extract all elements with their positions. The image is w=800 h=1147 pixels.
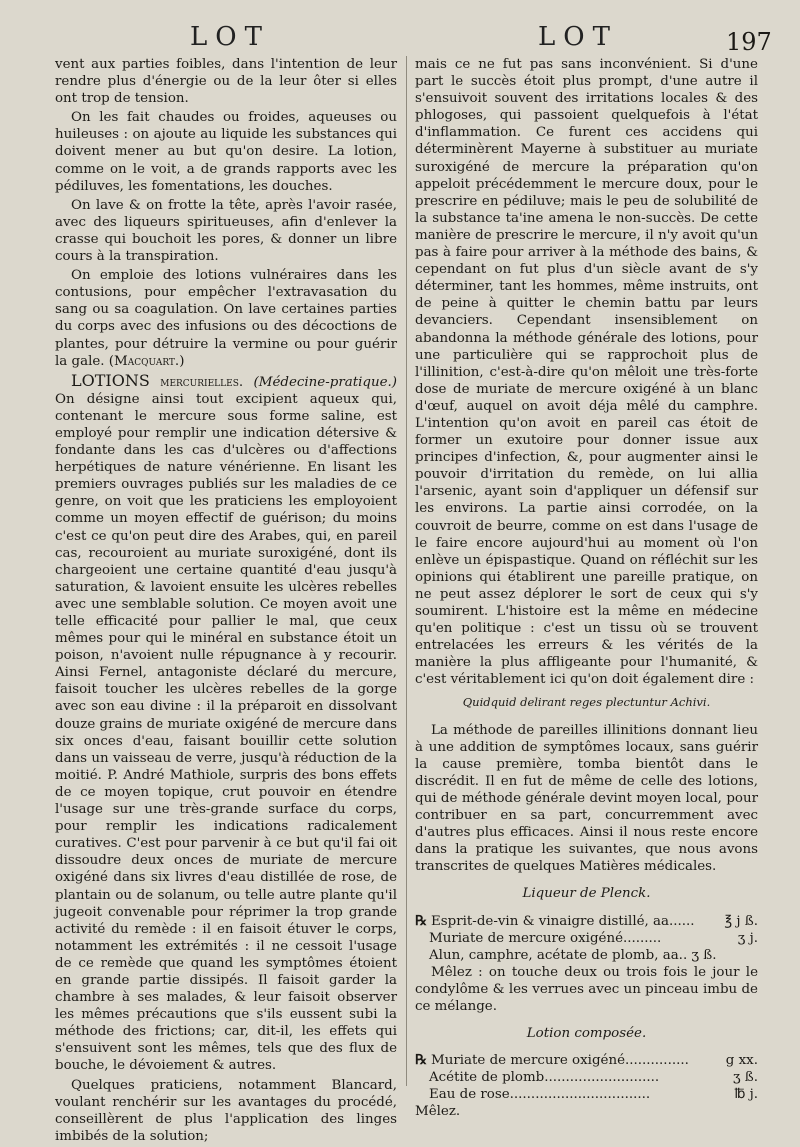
paragraph: On les fait chaudes ou froides, aqueuses ou huileuses : on ajoute au liquide les substances qui doivent mener au but qu'on desire. La lotion, comme on le voit, a de grands rapports avec les pédiluves, les fomentations, les douches. (55, 110, 397, 194)
recipe-end: Mêlez. (415, 1104, 461, 1120)
entry-paragraph (55, 372, 397, 1075)
paragraph-text: On emploie des lotions vulnéraires dans les contusions, pour empêcher l'extravasation du sang ou sa coagulation. On lave certaines parties du corps avec des infusions ou des décoctions de plantes, pour détruire la vermine ou pour guérir la gale. ( (55, 268, 397, 369)
recipe-title: Lotion composée. (526, 1026, 647, 1042)
recipe-line: Eau de rose................................. ℔ j. (429, 1087, 758, 1103)
right-column (415, 56, 758, 1123)
recipe-note: Mêlez : on touche deux ou trois fois le jour le condylôme & les verrues avec un pinceau imbu de ce mélange. (415, 964, 758, 1014)
recipe-line: Muriate de mercure oxigéné......... ʒ j. (429, 930, 758, 946)
running-head-right: LOT (538, 22, 618, 52)
paragraph (55, 267, 397, 370)
entry-title: LOTIONS (71, 370, 150, 390)
column-divider (406, 56, 407, 1086)
entry-subtitle: mercurielles. (160, 374, 244, 390)
recipe-line: Acétite de plomb........................... ʒ ß. (429, 1070, 758, 1086)
left-column (55, 56, 397, 1147)
recipe-list (415, 913, 758, 964)
latin-quote: Quidquid delirant reges plectuntur Achivi. (462, 695, 711, 710)
paragraph: mais ce ne fut pas sans inconvénient. Si d'une part le succès étoit plus prompt, d'une autre il s'ensuivoit souvent des irritations locales & des phlogoses, qui passoient quelquefois à l'état d'inflammation. Ce furent ces accidens qui déterminèrent Mayerne à substituer au muriate suroxigéné de mercure la préparation qu'on appeloit précédemment le mercure doux, pour le prescrire en pédiluve; mais le peu de solubilité de la substance ta'ine amena le non-succès. De cette manière de prescrire le mercure, il n'y avoit qu'un pas à faire pour arriver à la méthode des bains, & cependant on fut plus d'un siècle avant de s'y déterminer, tant les hommes, même instruits, ont de peine à quitter le chemin battu par leurs devanciers. Cependant insensiblement on abandonna la méthode générale des lotions, pour une particulière qui se rapprochoit plus de l'illinition, c'est-à-dire qu'on mêloit une très-forte dose de muriate de mercure oxigéné à un blanc d'œuf, auquel on avoit déja mêlé du camphre. L'intention qu'on avoit en pareil cas étoit de former un exutoire pour donner issue aux principes d'infection, &, pour augmenter ainsi le pouvoir d'irritation du remède, on lui allia l'arsenic, ayant soin d'appliquer un défensif sur les environs. La partie ainsi corrodée, on la couvroit de beurre, comme on est dans l'usage de le faire encore aujourd'hui au moment où l'on enlève un épispastique. Quand on réfléchit sur les opinions qui établirent une pareille pratique, on ne peut assez déplorer le sort de ceux qui s'y soumirent. L'histoire est la même en médecine qu'en politique : c'est un tissu où se trouvent entrelacées les erreurs & les vérités de la manière la plus affligeante pour l'humanité, & c'est véritablement ici qu'on doit également dire : (415, 57, 758, 688)
recipe-icon: ℞ (415, 1052, 428, 1069)
paren: ) (179, 353, 185, 369)
author-name: Macquart. (114, 353, 180, 369)
entry-field: (Médecine-pratique.) (253, 374, 397, 390)
paragraph: vent aux parties foibles, dans l'intention de leur rendre plus d'énergie ou de la leur ôter si elles ont trop de tension. (55, 57, 397, 107)
entry-text: On désigne ainsi tout excipient aqueux qui, contenant le mercure sous forme saline, est employé pour remplir une indication détersive & fondante dans les cas d'ulcères ou d'affections herpétiques de nature vénérienne. En lisant les premiers ouvrages publiés sur les maladies de ce genre, on voit que les praticiens les employoient comme un moyen effectif de guérison; du moins c'est ce qu'on peut dire des Arabes, qui, en pareil cas, recouroient au muriate suroxigéné, dont ils chargeoient une certaine quantité d'eau jusqu'à saturation, & lavoient ensuite les ulcères rebelles avec une semblable solution. Ce moyen avoit une telle efficacité pour pallier le mal, que ceux mêmes pour qui le minéral en substance étoit un poison, n'avoient nulle répugnance à y recourir. Ainsi Fernel, antagoniste déclaré du mercure, faisoit toucher les ulcères rebelles de la gorge avec son eau divine : il la préparoit en dissolvant douze grains de muriate oxigéné de mercure dans six onces d'eau, faisant bouillir cette solution dans un vaisseau de verre, jusqu'à réduction de la moitié. P. André Mathiole, surpris des bons effets de ce moyen topique, crut pouvoir en étendre l'usage sur une très-grande surface du corps, pour remplir les indications radicalement curatives. C'est pour parvenir à ce but qu'il fai oit dissoudre deux onces de muriate de mercure oxigéné dans six livres d'eau distillée de rose, de plantain ou de solanum, ou telle autre plante qu'il jugeoit convenable pour réprimer la trop grande activité du remède : il en faisoit étuver le corps, notamment les extrémités : il ne cessoit l'usage de ce remède que quand les symptômes étoient en grande partie dissipés. Il faisoit garder la chambre à ses malades, & leur faisoit observer les mêmes précautions que s'ils eussent subi la méthode des frictions; car, dit-il, les effets qui s'ensuivent sont les mêmes, tels que des flux de bouche, le dévoiement & autres. (55, 391, 397, 1074)
recipe-icon: ℞ (415, 912, 428, 929)
paragraph: On lave & on frotte la tête, après l'avoir rasée, avec des liqueurs spiritueuses, afin d'enlever la crasse qui bouchoit les pores, & donner un libre cours à la transpiration. (55, 197, 397, 265)
recipe-title: Liqueur de Plenck. (522, 886, 651, 902)
running-head-left: LOT (190, 22, 270, 52)
recipe-list (415, 1052, 758, 1103)
paragraph: La méthode de pareilles illinitions donnant lieu à une addition de symptômes locaux, sans guérir la cause première, tomba bientôt dans le discrédit. Il en fut de même de celle des lotions, qui de méthode générale devint moyen local, pour contribuer en sa part, concurremment avec d'autres plus efficaces. Ainsi il nous reste encore dans la pratique les suivantes, que nous avons transcrites de quelques Matières médicales. (415, 722, 758, 875)
paragraph: Quelques praticiens, notamment Blancard, voulant renchérir sur les avantages du procédé, conseillèrent de plus l'application des linges imbibés de la solution; (55, 1077, 397, 1144)
page-number: 197 (726, 28, 772, 56)
recipe-line: Alun, camphre, acétate de plomb, aa.. ʒ ß. (429, 947, 717, 963)
recipe-line: ℞ Muriate de mercure oxigéné............... g xx. (415, 1052, 758, 1069)
recipe-line: ℞ Esprit-de-vin & vinaigre distillé, aa...... ℥ j ß. (415, 912, 758, 929)
